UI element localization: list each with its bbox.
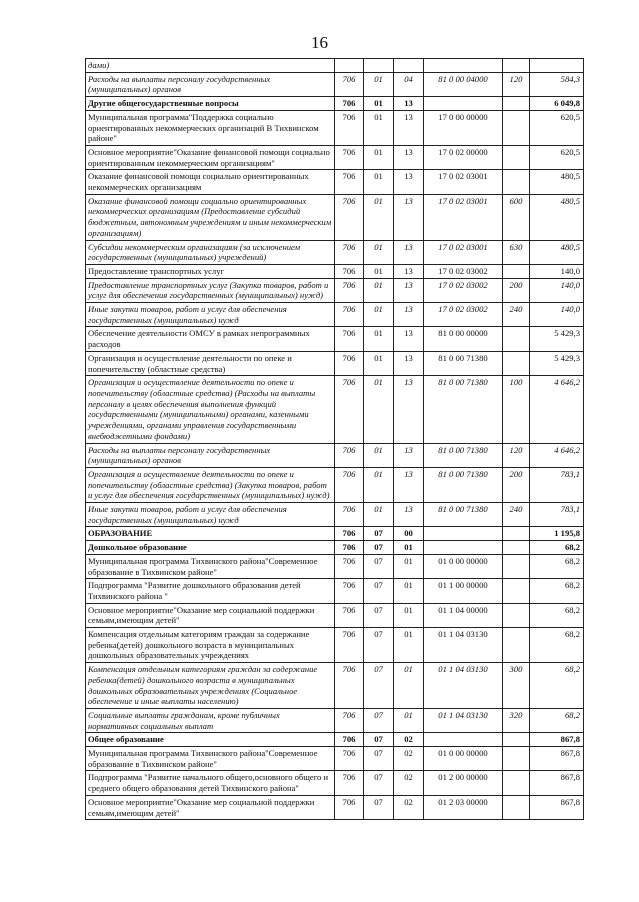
budget-table-body (86, 59, 584, 820)
row-pr: 13 (394, 376, 424, 443)
row-sum: 480,5 (530, 240, 584, 264)
row-name: Субсидии некоммерческим организациям (за исключением государственных (муниципальных) учреждений) (86, 240, 335, 264)
row-rz: 01 (364, 278, 394, 302)
row-vr: 200 (503, 467, 530, 502)
row-gr: 706 (335, 527, 364, 541)
row-sum: 783,1 (530, 467, 584, 502)
row-cs (424, 97, 503, 111)
row-sum: 68,2 (530, 603, 584, 627)
table-row (86, 733, 584, 747)
row-sum: 867,8 (530, 747, 584, 771)
row-pr: 13 (394, 194, 424, 240)
row-vr: 240 (503, 303, 530, 327)
table-row (86, 264, 584, 278)
row-gr: 706 (335, 579, 364, 603)
row-sum: 68,2 (530, 541, 584, 555)
row-pr: 13 (394, 264, 424, 278)
row-rz: 07 (364, 733, 394, 747)
row-cs: 01 1 04 00000 (424, 603, 503, 627)
row-gr: 706 (335, 733, 364, 747)
row-pr: 13 (394, 303, 424, 327)
row-sum: 68,2 (530, 663, 584, 709)
row-name: Основное мероприятие"Оказание финансовой помощи социально ориентированным некоммерческим организациям" (86, 145, 335, 169)
row-name: Подпрограмма "Развитие начального общего,основного общего и среднего общего образования детей Тихвинского района" (86, 771, 335, 795)
row-rz: 01 (364, 170, 394, 194)
row-name: Предоставление транспортных услуг (Закупка товаров, работ и услуг для обеспечения государственных (муниципальных) нужд) (86, 278, 335, 302)
row-sum: 1 195,8 (530, 527, 584, 541)
row-gr: 706 (335, 303, 364, 327)
table-row (86, 97, 584, 111)
row-pr: 04 (394, 72, 424, 96)
table-row (86, 443, 584, 467)
row-gr: 706 (335, 110, 364, 145)
row-cs: 01 0 00 00000 (424, 747, 503, 771)
row-gr: 706 (335, 443, 364, 467)
row-cs: 17 0 02 03001 (424, 170, 503, 194)
budget-table (85, 58, 584, 820)
row-pr: 13 (394, 467, 424, 502)
row-name: Основное мероприятие"Оказание мер социальной поддержки семьям,имеющим детей" (86, 603, 335, 627)
row-cs: 17 0 00 00000 (424, 110, 503, 145)
row-vr: 120 (503, 72, 530, 96)
row-sum: 68,2 (530, 708, 584, 732)
row-vr (503, 351, 530, 375)
row-gr: 706 (335, 747, 364, 771)
row-cs (424, 733, 503, 747)
row-vr (503, 527, 530, 541)
row-gr: 706 (335, 628, 364, 663)
page-number: 16 (311, 33, 328, 52)
row-sum: 140,0 (530, 303, 584, 327)
table-row (86, 59, 584, 73)
row-cs: 81 0 00 71380 (424, 376, 503, 443)
row-cs: 01 1 04 03130 (424, 628, 503, 663)
row-rz: 07 (364, 579, 394, 603)
row-rz: 07 (364, 771, 394, 795)
table-row (86, 72, 584, 96)
row-vr: 200 (503, 278, 530, 302)
row-cs (424, 541, 503, 555)
row-vr: 240 (503, 503, 530, 527)
row-gr: 706 (335, 603, 364, 627)
row-rz: 01 (364, 97, 394, 111)
row-cs: 81 0 00 71380 (424, 351, 503, 375)
row-sum: 783,1 (530, 503, 584, 527)
row-pr: 02 (394, 747, 424, 771)
row-pr: 02 (394, 733, 424, 747)
row-pr: 13 (394, 351, 424, 375)
row-pr (394, 59, 424, 73)
row-pr: 00 (394, 527, 424, 541)
table-row (86, 554, 584, 578)
row-name: Другие общегосударственные вопросы (86, 97, 335, 111)
table-row (86, 579, 584, 603)
row-vr: 100 (503, 376, 530, 443)
row-gr: 706 (335, 376, 364, 443)
row-pr: 02 (394, 771, 424, 795)
row-name: Подпрограмма "Развитие дошкольного образования детей Тихвинского района " (86, 579, 335, 603)
row-gr: 706 (335, 663, 364, 709)
row-vr: 120 (503, 443, 530, 467)
row-cs: 17 0 02 03002 (424, 303, 503, 327)
table-row (86, 145, 584, 169)
row-sum: 140,0 (530, 278, 584, 302)
row-cs (424, 527, 503, 541)
row-gr: 706 (335, 795, 364, 819)
row-pr: 13 (394, 170, 424, 194)
row-cs: 17 0 02 03002 (424, 278, 503, 302)
row-name: Муниципальная программа Тихвинского района"Современное образование в Тихвинском районе" (86, 554, 335, 578)
row-name: Организация и осуществление деятельности по опеке и попечительству (областные средства) (Закупка товаров, работ и услуг для обеспечения государственных (муниципальных) нужд) (86, 467, 335, 502)
row-cs (424, 59, 503, 73)
row-vr (503, 603, 530, 627)
row-cs: 01 1 04 03130 (424, 708, 503, 732)
row-gr: 706 (335, 503, 364, 527)
row-name: Дошкольное образование (86, 541, 335, 555)
row-rz: 01 (364, 351, 394, 375)
table-row (86, 663, 584, 709)
row-name: Иные закупки товаров, работ и услуг для обеспечения государственных (муниципальных) нужд (86, 303, 335, 327)
row-gr: 706 (335, 708, 364, 732)
row-gr: 706 (335, 264, 364, 278)
row-rz (364, 59, 394, 73)
table-row (86, 503, 584, 527)
row-pr: 01 (394, 708, 424, 732)
row-gr: 706 (335, 72, 364, 96)
row-gr: 706 (335, 145, 364, 169)
row-vr (503, 554, 530, 578)
row-pr: 13 (394, 110, 424, 145)
row-rz: 01 (364, 145, 394, 169)
row-sum: 5 429,3 (530, 351, 584, 375)
row-pr: 13 (394, 327, 424, 351)
row-gr: 706 (335, 240, 364, 264)
row-pr: 01 (394, 628, 424, 663)
row-vr (503, 97, 530, 111)
row-pr: 01 (394, 579, 424, 603)
row-vr: 320 (503, 708, 530, 732)
row-vr (503, 264, 530, 278)
row-sum: 4 646,2 (530, 376, 584, 443)
row-rz: 07 (364, 527, 394, 541)
row-rz: 01 (364, 503, 394, 527)
row-pr: 13 (394, 443, 424, 467)
row-name: Расходы на выплаты персоналу государственных (муниципальных) органов (86, 443, 335, 467)
row-cs: 81 0 00 71380 (424, 443, 503, 467)
row-name: Оказание финансовой помощи социально ориентированных некоммерческих организациям (Предоставление субсидий бюджетным, автономным учреждениям и иным некоммерческим организациям) (86, 194, 335, 240)
row-pr: 13 (394, 503, 424, 527)
row-cs: 17 0 02 03001 (424, 194, 503, 240)
row-sum: 68,2 (530, 554, 584, 578)
table-row (86, 467, 584, 502)
row-rz: 01 (364, 240, 394, 264)
row-vr (503, 59, 530, 73)
row-sum: 4 646,2 (530, 443, 584, 467)
row-pr: 01 (394, 603, 424, 627)
row-name: Социальные выплаты гражданам, кроме публичных нормативных социальных выплат (86, 708, 335, 732)
row-gr: 706 (335, 541, 364, 555)
row-rz: 01 (364, 376, 394, 443)
row-vr: 300 (503, 663, 530, 709)
row-name: Компенсация отдельным категориям граждан за содержание ребенка(детей) дошкольного возраста в муниципальных дошкольных образовательных учреждениях (86, 628, 335, 663)
row-gr: 706 (335, 771, 364, 795)
row-sum: 867,8 (530, 795, 584, 819)
row-gr: 706 (335, 194, 364, 240)
row-vr (503, 541, 530, 555)
row-sum: 584,3 (530, 72, 584, 96)
row-name: дами) (86, 59, 335, 73)
row-sum: 140,0 (530, 264, 584, 278)
row-gr: 706 (335, 278, 364, 302)
table-row (86, 194, 584, 240)
row-sum: 867,8 (530, 733, 584, 747)
row-rz: 01 (364, 303, 394, 327)
table-row (86, 327, 584, 351)
row-name: Компенсация отдельным категориям граждан за содержание ребенка(детей) дошкольного возраста в муниципальных дошкольных образовательных учреждениях (Социальное обеспечение и иные выплаты населению) (86, 663, 335, 709)
row-cs: 81 0 00 00000 (424, 327, 503, 351)
row-vr: 630 (503, 240, 530, 264)
row-vr (503, 145, 530, 169)
row-pr: 13 (394, 278, 424, 302)
table-row (86, 795, 584, 819)
table-row (86, 628, 584, 663)
table-row (86, 110, 584, 145)
row-name: Общее образование (86, 733, 335, 747)
row-cs: 81 0 00 71380 (424, 503, 503, 527)
row-pr: 13 (394, 240, 424, 264)
row-gr: 706 (335, 351, 364, 375)
row-name: Организация и осуществление деятельности по опеке и попечительству (областные средства) (86, 351, 335, 375)
row-rz: 07 (364, 708, 394, 732)
table-row (86, 771, 584, 795)
row-sum: 620,5 (530, 145, 584, 169)
row-name: Иные закупки товаров, работ и услуг для обеспечения государственных (муниципальных) нужд (86, 503, 335, 527)
row-cs: 17 0 02 00000 (424, 145, 503, 169)
row-rz: 07 (364, 795, 394, 819)
row-cs: 01 1 00 00000 (424, 579, 503, 603)
table-row (86, 527, 584, 541)
row-rz: 01 (364, 443, 394, 467)
row-pr: 01 (394, 541, 424, 555)
row-rz: 01 (364, 467, 394, 502)
row-vr (503, 795, 530, 819)
row-gr (335, 59, 364, 73)
row-cs: 81 0 00 71380 (424, 467, 503, 502)
row-cs: 01 1 04 03130 (424, 663, 503, 709)
row-cs: 01 0 00 00000 (424, 554, 503, 578)
table-row (86, 541, 584, 555)
row-sum: 480,5 (530, 194, 584, 240)
row-cs: 81 0 00 04000 (424, 72, 503, 96)
row-rz: 01 (364, 327, 394, 351)
row-sum (530, 59, 584, 73)
row-rz: 01 (364, 110, 394, 145)
table-row (86, 376, 584, 443)
row-name: Муниципальная программа"Поддержка социально ориентированных некоммерческих организаций В Тихвинском районе" (86, 110, 335, 145)
row-cs: 01 2 03 00000 (424, 795, 503, 819)
row-pr: 01 (394, 663, 424, 709)
row-name: Предоставление транспортных услуг (86, 264, 335, 278)
row-rz: 01 (364, 72, 394, 96)
row-vr (503, 110, 530, 145)
row-rz: 07 (364, 628, 394, 663)
row-pr: 01 (394, 554, 424, 578)
row-pr: 13 (394, 145, 424, 169)
row-vr: 600 (503, 194, 530, 240)
row-vr (503, 327, 530, 351)
row-cs: 01 2 00 00000 (424, 771, 503, 795)
row-name: ОБРАЗОВАНИЕ (86, 527, 335, 541)
row-name: Обеспечение деятельности ОМСУ в рамках непрограммных расходов (86, 327, 335, 351)
row-name: Основное мероприятие"Оказание мер социальной поддержки семьям,имеющим детей" (86, 795, 335, 819)
row-sum: 480,5 (530, 170, 584, 194)
row-cs: 17 0 02 03002 (424, 264, 503, 278)
row-rz: 07 (364, 554, 394, 578)
row-rz: 07 (364, 603, 394, 627)
row-sum: 5 429,3 (530, 327, 584, 351)
row-vr (503, 771, 530, 795)
row-gr: 706 (335, 327, 364, 351)
row-name: Организация и осуществление деятельности по опеке и попечительству (областные средства) (Расходы на выплаты персоналу в целях обеспечения выполнения функций государственными (муниципальными) органами, казенными учреждениями, органами управления государственными внебюджетными фондами) (86, 376, 335, 443)
table-row (86, 170, 584, 194)
table-row (86, 303, 584, 327)
row-rz: 07 (364, 541, 394, 555)
row-gr: 706 (335, 467, 364, 502)
row-vr (503, 579, 530, 603)
table-row (86, 747, 584, 771)
row-name: Расходы на выплаты персоналу государственных (муниципальных) органов (86, 72, 335, 96)
row-vr (503, 628, 530, 663)
table-row (86, 240, 584, 264)
row-sum: 620,5 (530, 110, 584, 145)
row-gr: 706 (335, 554, 364, 578)
row-vr (503, 170, 530, 194)
row-rz: 07 (364, 663, 394, 709)
row-sum: 867,8 (530, 771, 584, 795)
row-name: Муниципальная программа Тихвинского района"Современное образование в Тихвинском районе" (86, 747, 335, 771)
row-vr (503, 747, 530, 771)
row-cs: 17 0 02 03001 (424, 240, 503, 264)
row-rz: 07 (364, 747, 394, 771)
row-gr: 706 (335, 170, 364, 194)
row-gr: 706 (335, 97, 364, 111)
table-row (86, 603, 584, 627)
row-pr: 13 (394, 97, 424, 111)
row-vr (503, 733, 530, 747)
table-row (86, 278, 584, 302)
row-rz: 01 (364, 264, 394, 278)
row-sum: 68,2 (530, 579, 584, 603)
row-sum: 6 049,8 (530, 97, 584, 111)
table-row (86, 351, 584, 375)
row-rz: 01 (364, 194, 394, 240)
table-row (86, 708, 584, 732)
row-name: Оказание финансовой помощи социально ориентированных некоммерческих организациям (86, 170, 335, 194)
row-sum: 68,2 (530, 628, 584, 663)
row-pr: 02 (394, 795, 424, 819)
